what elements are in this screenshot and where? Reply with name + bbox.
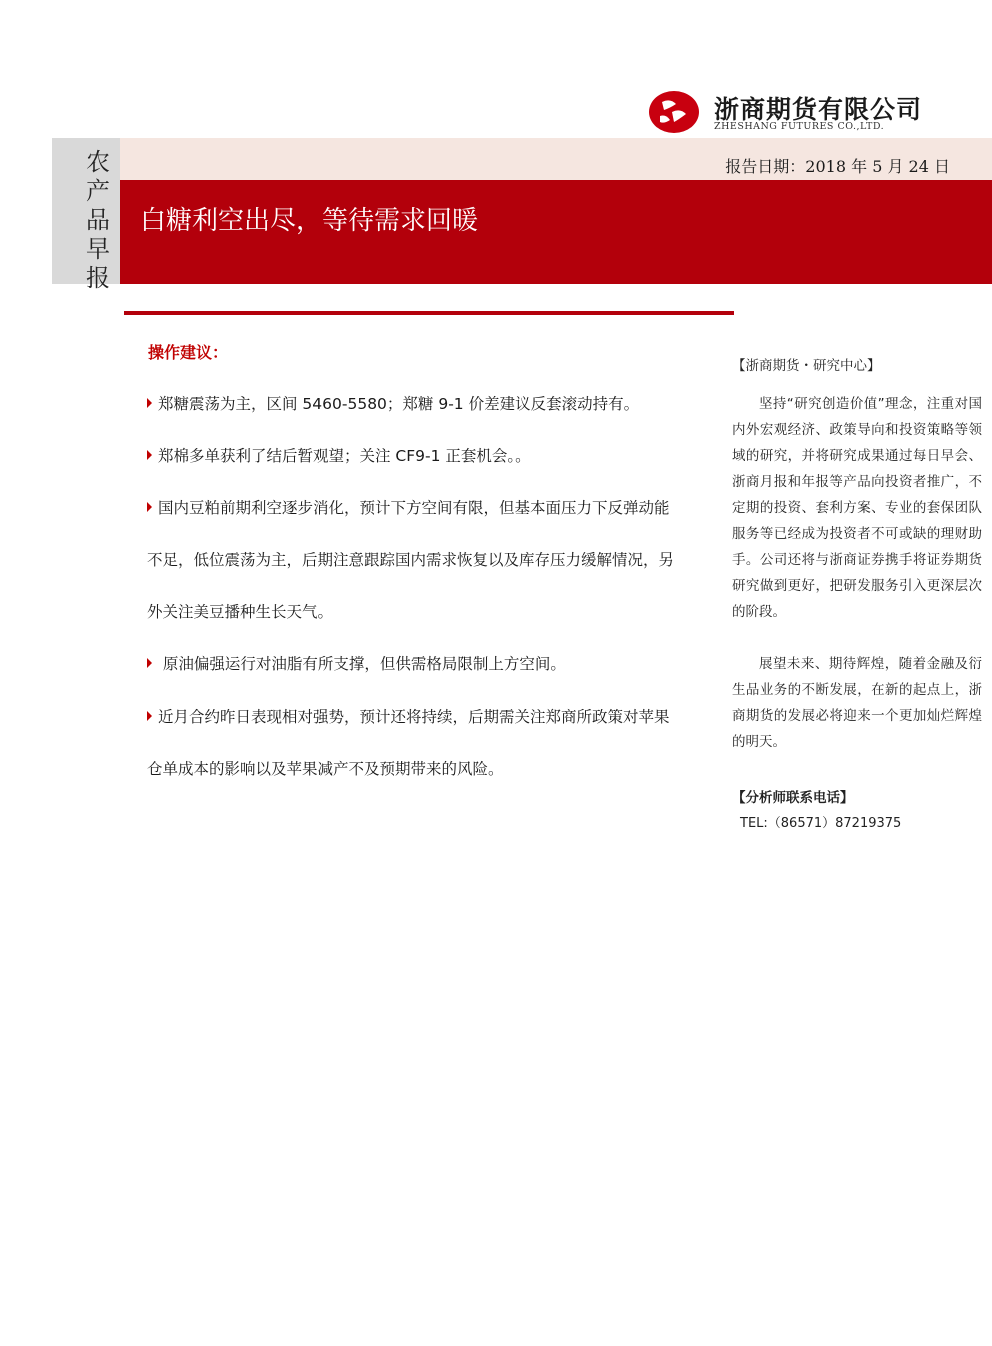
bullet-point-5-line-2: 仓单成本的影响以及苹果减产不及预期带来的风险。	[147, 760, 504, 778]
bullet-arrow-icon	[147, 711, 152, 721]
date-band	[120, 138, 992, 180]
company-logo-icon	[648, 90, 700, 134]
bullet-arrow-icon	[147, 450, 152, 460]
bullet-point-5	[147, 705, 711, 727]
bullet-text: 郑棉多单获利了结后暂观望；关注 CF9-1 正套机会。。	[158, 447, 531, 465]
bullet-text: 郑糖震荡为主，区间 5460-5580；郑糖 9-1 价差建议反套滚动持有。	[158, 395, 640, 413]
report-title: 白糖利空出尽，等待需求回暖	[140, 206, 479, 236]
company-intro: 坚持“研究创造价值”理念，注重对国内外宏观经济、政策导向和投资策略等领域的研究，并将研究成果通过每日早会、浙商月报和年报等产品向投资者推广，不定期的投资、套利方案、专业的套保团队服务等已经成为投资者不可或缺的理财助手。公司还将与浙商证券携手将证券期货研究做到更好，把研发服务引入更深层次的阶段。	[732, 396, 982, 620]
bullet-arrow-icon	[147, 502, 152, 512]
bullet-point-3-line-2: 不足，低位震荡为主，后期注意跟踪国内需求恢复以及库存压力缓解情况，另	[147, 551, 675, 569]
section-heading: 操作建议：	[148, 343, 229, 362]
bullet-text: 近月合约昨日表现相对强势，预计还将持续，后期需关注郑商所政策对苹果	[158, 708, 670, 726]
bullet-text: 国内豆粕前期利空逐步消化，预计下方空间有限，但基本面压力下反弹动能	[158, 499, 670, 517]
bullet-point-3-line-3: 外关注美豆播种生长天气。	[147, 603, 334, 621]
bullet-arrow-icon	[147, 658, 152, 668]
bullet-text: 原油偏强运行对油脂有所支撑，但供需格局限制上方空间。	[158, 655, 566, 673]
bullet-point-1	[147, 392, 711, 414]
company-name-cn: 浙商期货有限公司	[714, 95, 923, 124]
research-center-heading: 【浙商期货・研究中心】	[732, 358, 881, 374]
analyst-phone: TEL:（86571）87219375	[740, 816, 902, 831]
title-band	[120, 180, 992, 284]
analyst-contact-heading: 【分析师联系电话】	[732, 790, 854, 806]
company-logo	[648, 88, 938, 138]
title-divider	[124, 311, 734, 315]
bullet-point-2	[147, 444, 711, 466]
report-category: 农产品早报	[86, 148, 110, 292]
bullet-point-4	[147, 652, 711, 674]
company-outlook: 展望未来、期待辉煌，随着金融及衍生品业务的不断发展，在新的起点上，浙商期货的发展必将迎来一个更加灿烂辉煌的明天。	[732, 656, 982, 750]
bullet-point-3	[147, 496, 711, 518]
bullet-arrow-icon	[147, 398, 152, 408]
report-date: 报告日期：2018 年 5 月 24 日	[725, 157, 950, 176]
company-name-en: ZHESHANG FUTURES CO.,LTD.	[714, 121, 885, 132]
